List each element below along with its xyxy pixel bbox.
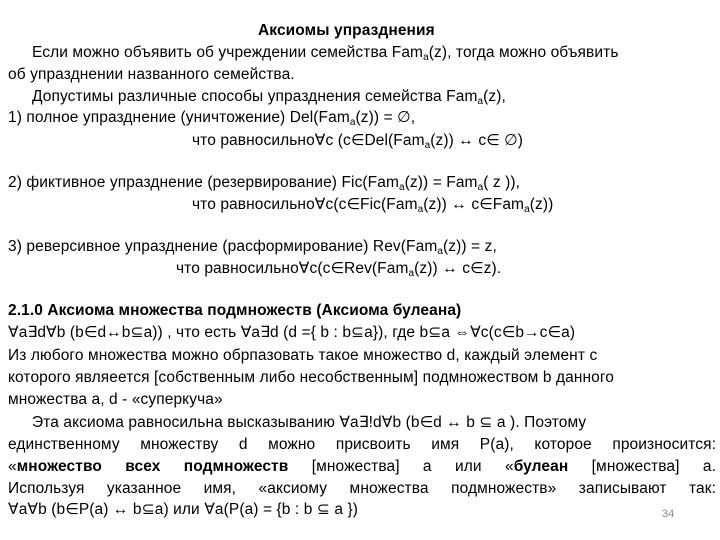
paragraph-line-6-mid: [множества] a или « — [288, 458, 514, 475]
intro-text-1-rest: (z), тогда можно объявить — [428, 44, 619, 61]
bold-term-powerset: множество всех подмножеств — [16, 458, 289, 475]
paragraph-line-1: Из любого множества можно обрпазовать такое множество d, каждый элемент с — [8, 347, 598, 364]
item-2-text-c: ( z )), — [483, 174, 521, 191]
paragraph-line-3: множества a, d - «суперкуча» — [8, 391, 223, 408]
item-2-text-a: 2) фиктивное упразднение (резервирование) Fic(Fam — [8, 174, 399, 191]
bold-term-boolean: булеан — [513, 458, 569, 475]
subscript: a — [423, 52, 429, 63]
item-2-text-b: (z)) = Fam — [404, 174, 478, 191]
quote-open: « — [8, 458, 17, 475]
paragraph-line-6 — [8, 456, 716, 478]
paragraph-line-5: единственному множеству d можно присвоить имя P(a), которое произносится: — [8, 436, 716, 453]
subscript: a — [417, 204, 424, 215]
section-formula: ∀a∃d∀b (b∈d↔b⊆a)) , что есть ∀a∃d (d ={ b : b⊆a}), где b⊆a ⇔∀c(c∈b→c∈a) — [8, 324, 576, 341]
section-heading: 2.1.0 Аксиома множества подмножеств (Аксиома булеана) — [8, 302, 462, 319]
item-1-line-2 — [192, 130, 523, 157]
item-2-text-f: (z)) — [529, 196, 554, 213]
item-1-text-c: что равносильно∀c (c∈Del(Fam — [192, 132, 425, 149]
item-2-text-d: что равносильно∀c(c∈Fic(Fam — [192, 196, 418, 213]
paragraph-line-7: Используя указанное имя, «аксиому множества подмножеств» записывают так: — [8, 480, 716, 497]
subscript: a — [524, 204, 530, 215]
item-1-text-a: 1) полное упразднение (уничтожение) Del(Fam — [8, 109, 350, 126]
item-1-text-b: (z)) = ∅, — [355, 109, 416, 126]
subscript: a — [349, 117, 356, 128]
subscript: a — [398, 182, 405, 193]
slide-title: Аксиомы упразднения — [258, 22, 435, 39]
item-3-text-b: (z)) = z, — [443, 238, 497, 255]
paragraph-line-6-end: [множества] a. — [568, 458, 716, 475]
subscript: a — [424, 140, 431, 151]
intro-text-1: Если можно объявить об учреждении семейства Fam — [32, 44, 424, 61]
intro-text-3: Допустимы различные способы упразднения семейства Fam — [32, 88, 478, 105]
item-1-text-d: (z)) ↔ c∈ ∅) — [430, 132, 524, 149]
intro-line-2: об упразднении названного семейства. — [8, 66, 295, 83]
paragraph-line-8: ∀a∀b (b∈P(a) ↔ b⊆a) или ∀a(P(a) = {b : b ⊆ a }) — [8, 501, 359, 518]
page-number: 34 — [662, 508, 675, 520]
subscript: a — [408, 268, 415, 279]
item-2-text-e: (z)) ↔ c∈Fam — [423, 196, 525, 213]
subscript: a — [437, 246, 444, 257]
subscript: a — [477, 96, 484, 107]
item-2-line-2 — [192, 194, 553, 221]
item-3-text-c: что равносильно∀c(c∈Rev(Fam — [176, 260, 409, 277]
subscript: a — [477, 182, 484, 193]
item-3-text-d: (z)) ↔ c∈z). — [414, 260, 502, 277]
paragraph-line-4: Эта аксиома равносильна высказыванию ∀a∃!d∀b (b∈d ↔ b ⊆ a ). Поэтому — [32, 414, 587, 431]
item-3-line-2 — [176, 258, 501, 285]
paragraph-line-2: которого являеется [собственным либо несобственным] подмножеством b данного — [8, 369, 614, 386]
item-3-text-a: 3) реверсивное упразднение (расформирование) Rev(Fam — [8, 238, 438, 255]
intro-text-3-rest: (z), — [483, 88, 506, 105]
